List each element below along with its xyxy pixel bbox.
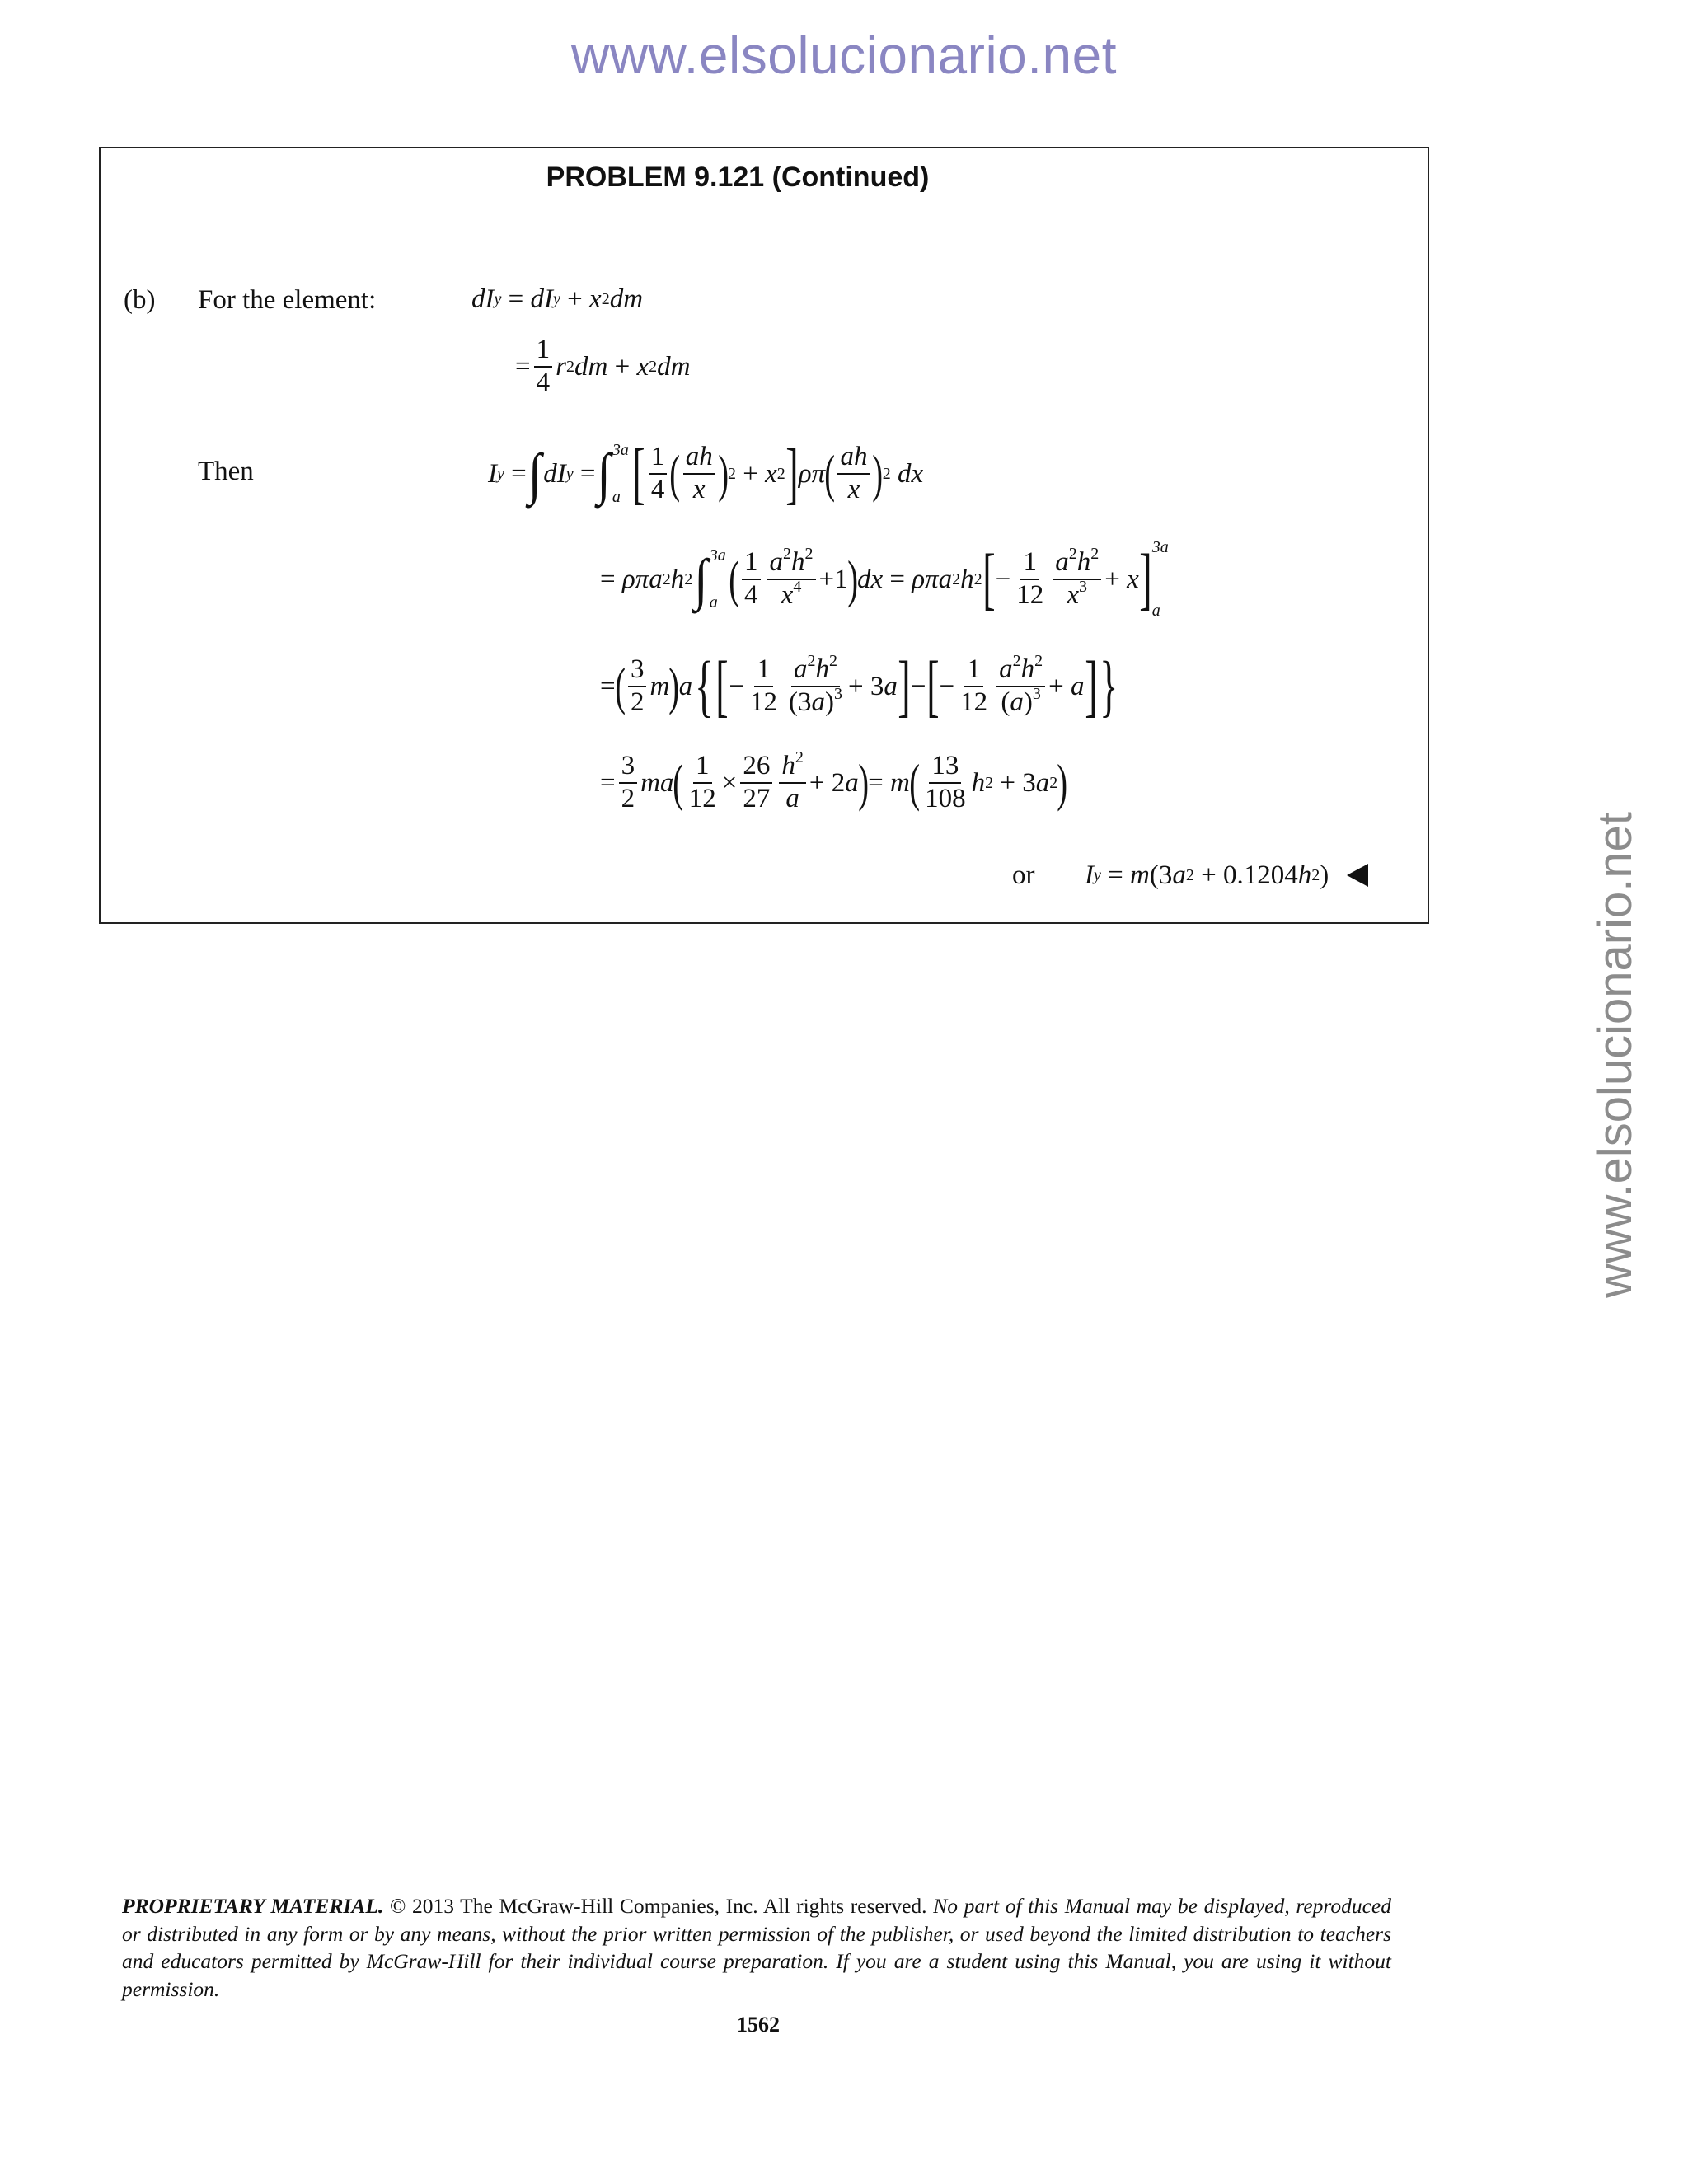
equation-integral-evaluated: = ρπa 2 h 2 ∫ 3a a ( $\frac{1}{4}$ $\frac{a^2h^2}{x^4}$ +1 ) dx = ρπa 2 h 2 [ − $\frac{1}{12}$ $\frac{a^2h^2}{x^3}$ + x ] 3a a — [600, 538, 1169, 620]
watermark-side: www.elsolucionario.net — [1588, 812, 1642, 1298]
watermark-top: www.elsolucionario.net — [571, 26, 1117, 85]
page-number: 1562 — [737, 2013, 780, 2036]
equation-element-parallel-axis: dI y = dI y + x 2 dm — [471, 284, 644, 314]
equation-substitution: = ( $\frac{3}{2}$ m ) a { [ − $\frac{1}{12}$ $\frac{a^2h^2}{(3a)^3}$ + 3 a ] − [ − $\frac{1}{12}$ $\frac{a^2h^2}{(a)^3}$ + a ] } — [600, 648, 1118, 724]
footer-notice: No part of this Manual may be displayed, reproduced or distributed in any form or by any means, without the prior written permission of the publisher, or used beyond the limited distribution to teachers and educators permitted by McGraw-Hill for their individual course preparation. If you are a student using this Manual, you are using it without permission. — [122, 1894, 1391, 2001]
part-label: (b) — [124, 285, 156, 315]
equation-element-expanded: = $\frac{1}{4}$ r 2 dm + x 2 dm — [515, 335, 691, 397]
footer-lead: PROPRIETARY MATERIAL. — [122, 1894, 384, 1918]
equation-integral-setup: I y = ∫ dI y = ∫ 3a a [ $\frac{1}{4}$ ( $\frac{ah}{x}$ ) 2 + x 2 ] ρπ ( $\frac{ah}{x}$ ) 2 dx — [488, 435, 924, 512]
then-label: Then — [198, 457, 254, 486]
final-answer: I y = m (3 a 2 + 0.1204 h 2 ) — [1085, 854, 1368, 897]
problem-title: PROBLEM 9.121 (Continued) — [546, 162, 930, 193]
or-label: or — [1012, 860, 1035, 890]
copyright-footer — [122, 1892, 1391, 2004]
answer-marker-icon — [1347, 864, 1368, 887]
equation-simplified: = $\frac{3}{2}$ ma ( $\frac{1}{12}$ × $\frac{26}{27}$ $\frac{h^2}{a}$ + 2 a ) = m ( $\frac{13}{108}$ h 2 + 3 a 2 ) — [600, 748, 1068, 813]
footer-copyright: © 2013 The McGraw-Hill Companies, Inc. All rights reserved. — [389, 1894, 927, 1918]
element-label: For the element: — [198, 285, 377, 315]
